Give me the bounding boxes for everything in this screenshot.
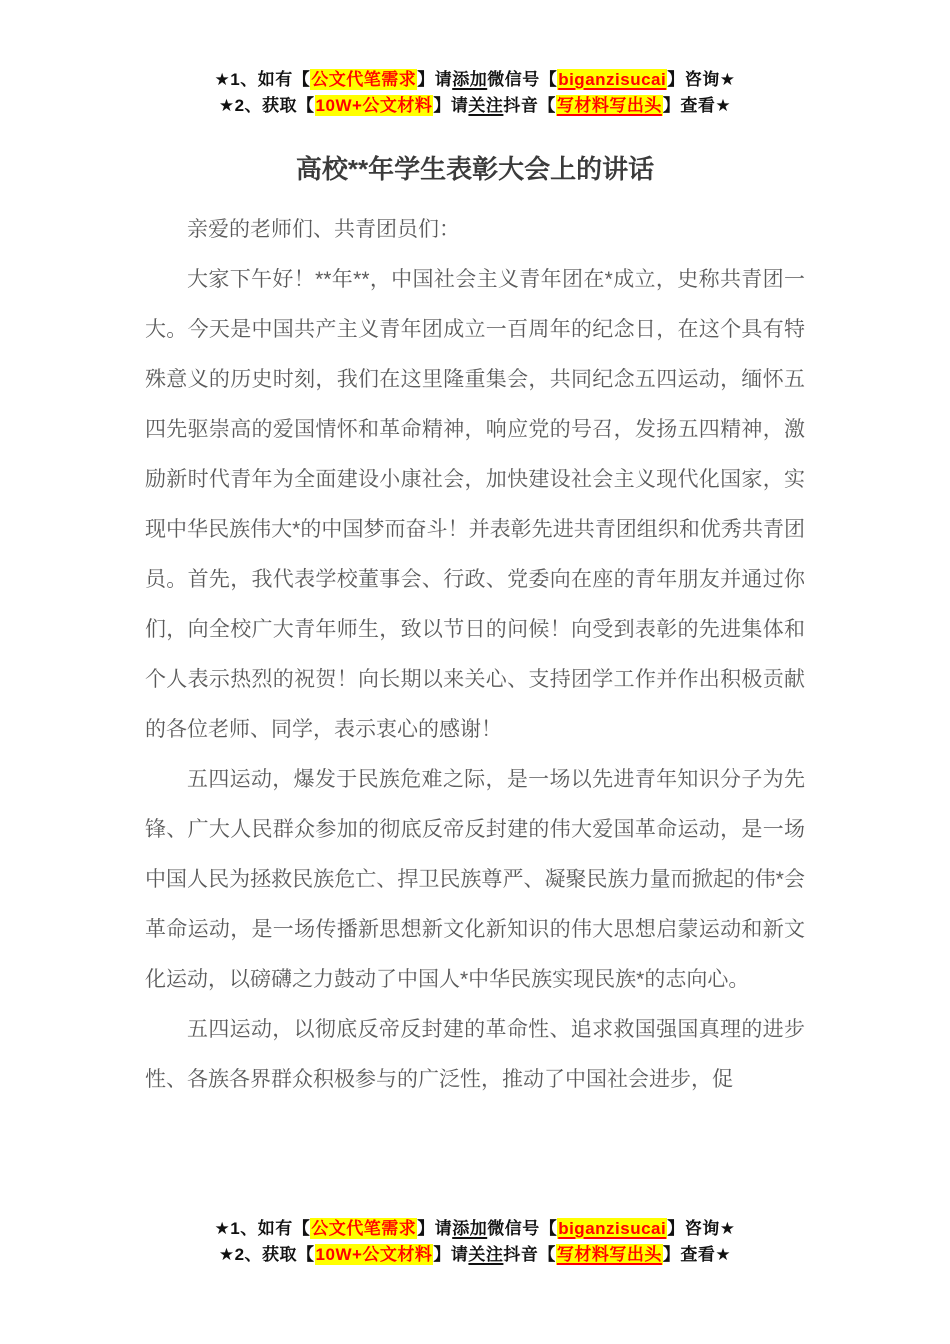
- promo-segment: 写材料写出头: [556, 1245, 662, 1264]
- promo-footer-line-2: [0, 1242, 950, 1268]
- promo-footer-line-1: [0, 1216, 950, 1242]
- promo-footer: [0, 1216, 950, 1268]
- promo-segment: 】查看★: [662, 1245, 732, 1264]
- promo-segment: 】请: [433, 1245, 469, 1264]
- promo-segment: 10W+公文材料: [315, 96, 433, 115]
- promo-segment: 微信号【: [487, 70, 558, 89]
- paragraph: 五四运动，爆发于民族危难之际，是一场以先进青年知识分子为先锋、广大人民群众参加的彻底反帝反封建的伟大爱国革命运动，是一场中国人民为拯救民族危亡、捍卫民族尊严、凝聚民族力量而掀起的伟*会革命运动，是一场传播新思想新文化新知识的伟大思想启蒙运动和新文化运动，以磅礴之力鼓动了中国人*中华民族实现民族*的志向心。: [145, 768, 805, 991]
- paragraph: 亲爱的老师们、共青团员们：: [187, 218, 460, 241]
- promo-segment: 微信号【: [487, 1219, 558, 1238]
- promo-header-line-1: [0, 67, 950, 93]
- promo-segment: 写材料写出头: [556, 96, 662, 115]
- promo-segment: 抖音【: [503, 96, 556, 115]
- paragraph: 五四运动，以彻底反帝反封建的革命性、追求救国强国真理的进步性、各族各界群众积极参与的广泛性，推动了中国社会进步，促: [145, 1018, 805, 1091]
- promo-segment: 】咨询★: [667, 70, 736, 89]
- paragraph: 大家下午好！**年**，中国社会主义青年团在*成立，史称共青团一大。今天是中国共产主义青年团成立一百周年的纪念日，在这个具有特殊意义的历史时刻，我们在这里隆重集会，共同纪念五四运动，缅怀五四先驱崇高的爱国情怀和革命精神，响应党的号召，发扬五四精神，激励新时代青年为全面建设小康社会，加快建设社会主义现代化国家，实现中华民族伟大*的中国梦而奋斗！并表彰先进共青团组织和优秀共青团员。首先，我代表学校董事会、行政、党委向在座的青年朋友并通过你们，向全校广大青年师生，致以节日的问候！向受到表彰的先进集体和个人表示热烈的祝贺！向长期以来关心、支持团学工作并作出积极贡献的各位老师、同学，表示衷心的感谢！: [145, 268, 805, 741]
- promo-segment: 抖音【: [503, 1245, 556, 1264]
- promo-segment: 公文代笔需求: [311, 1219, 417, 1238]
- promo-header: [0, 0, 950, 119]
- promo-header-line-2: [0, 93, 950, 119]
- promo-segment: 】请: [417, 1219, 453, 1238]
- promo-segment: 】咨询★: [667, 1219, 736, 1238]
- promo-segment: ★2、获取【: [218, 96, 315, 115]
- promo-segment: 关注: [468, 96, 504, 115]
- promo-segment: 】查看★: [662, 96, 732, 115]
- promo-segment: 添加: [452, 1219, 488, 1238]
- promo-segment: 10W+公文材料: [315, 1245, 433, 1264]
- document-body: [145, 205, 805, 1105]
- document-title: 高校**年学生表彰大会上的讲话: [295, 154, 655, 184]
- promo-segment: biganzisucai: [558, 1219, 667, 1238]
- promo-segment: ★1、如有【: [214, 1219, 311, 1238]
- promo-segment: 】请: [433, 96, 469, 115]
- promo-segment: 】请: [417, 70, 453, 89]
- promo-segment: 公文代笔需求: [311, 70, 417, 89]
- promo-segment: 添加: [452, 70, 488, 89]
- promo-segment: 关注: [468, 1245, 504, 1264]
- promo-segment: ★1、如有【: [214, 70, 311, 89]
- promo-segment: biganzisucai: [558, 70, 667, 89]
- promo-segment: ★2、获取【: [218, 1245, 315, 1264]
